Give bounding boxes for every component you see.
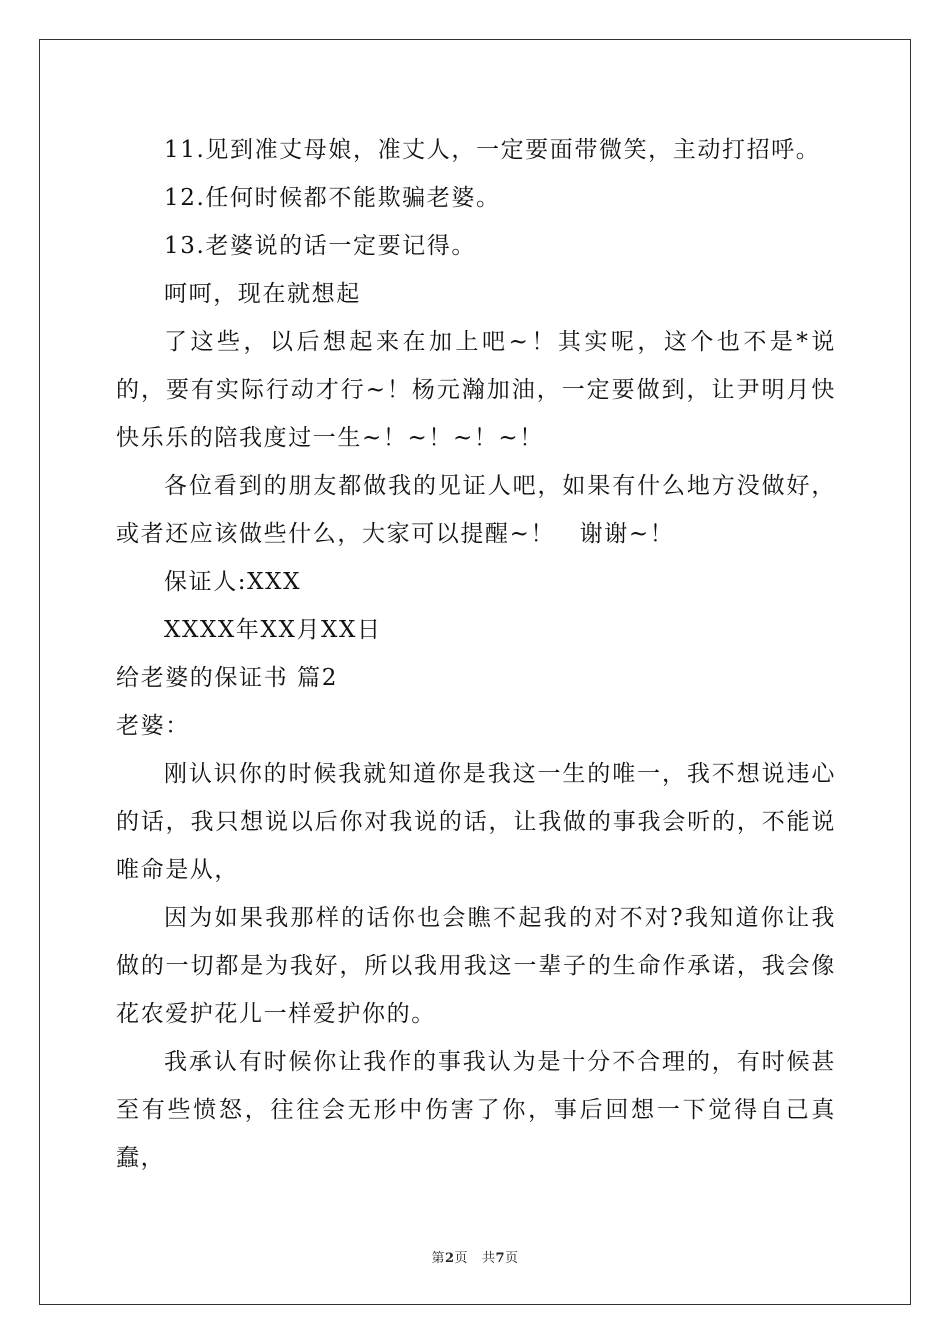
- paragraph-witness: 各位看到的朋友都做我的见证人吧，如果有什么地方没做好，或者还应该做些什么，大家可以提醒~！ 谢谢~！: [116, 473, 836, 547]
- page-footer: [0, 1247, 950, 1266]
- page-suffix: 页: [454, 1251, 469, 1266]
- guarantor-line: 保证人:XXX: [164, 569, 302, 595]
- paragraph-action: 了这些，以后想起来在加上吧~！其实呢，这个也不是*说的，要有实际行动才行~！杨元瀚加油，一定要做到，让尹明月快快乐乐的陪我度过一生~！~！~！~！: [116, 329, 836, 451]
- paragraph-hehe: 呵呵，现在就想起: [164, 281, 361, 307]
- paragraph-admit: 我承认有时候你让我作的事我认为是十分不合理的，有时候甚至有些愤怒，往往会无形中伤害了你，事后回想一下觉得自己真蠢，: [116, 1049, 836, 1171]
- section-heading: 给老婆的保证书 篇2: [116, 665, 338, 691]
- page-prefix: 第: [431, 1251, 445, 1266]
- paragraph-item-11: 11.见到准丈母娘，准丈人，一定要面带微笑，主动打招呼。: [164, 137, 821, 163]
- date-line: XXXX年XX月XX日: [164, 617, 382, 643]
- paragraph-only-one: 刚认识你的时候我就知道你是我这一生的唯一，我不想说违心的话，我只想说以后你对我说的话，让我做的事我会听的，不能说唯命是从，: [116, 761, 836, 883]
- document-body: [116, 126, 836, 1182]
- paragraph-item-13: 13.老婆说的话一定要记得。: [164, 233, 476, 259]
- salutation: 老婆：: [116, 713, 190, 739]
- page-current: 2: [444, 1251, 455, 1266]
- total-suffix: 页: [505, 1251, 519, 1266]
- paragraph-item-12: 12.任何时候都不能欺骗老婆。: [164, 185, 501, 211]
- page-total: 7: [495, 1251, 506, 1266]
- paragraph-promise: 因为如果我那样的话你也会瞧不起我的对不对?我知道你让我做的一切都是为我好，所以我用我这一辈子的生命作承诺，我会像花农爱护花儿一样爱护你的。: [116, 905, 836, 1027]
- total-prefix: 共: [481, 1251, 496, 1266]
